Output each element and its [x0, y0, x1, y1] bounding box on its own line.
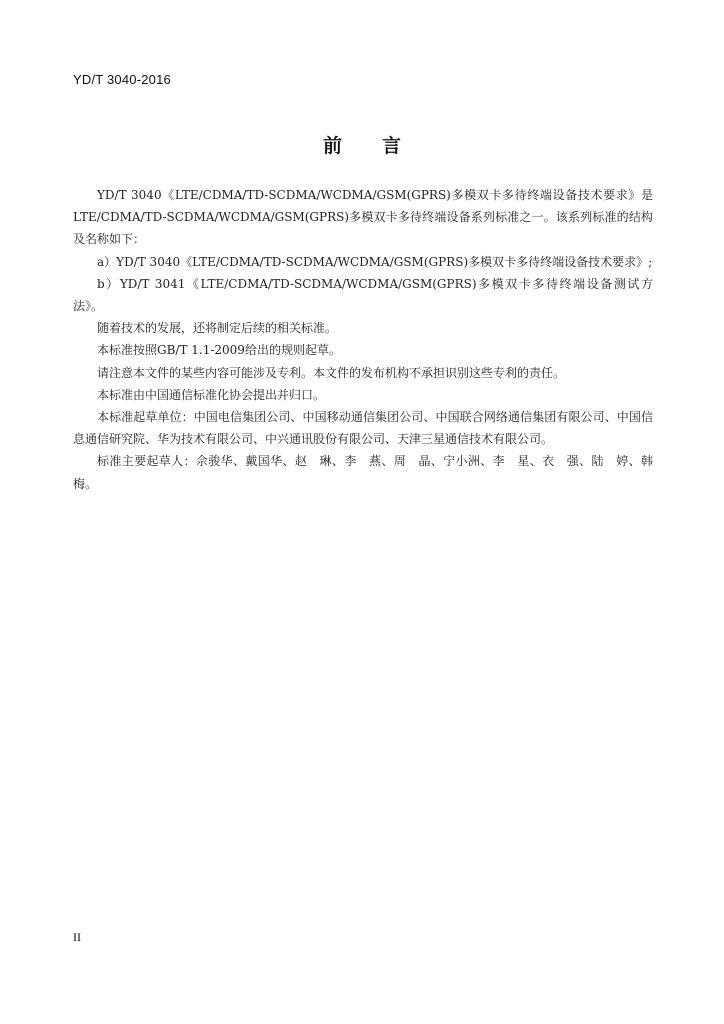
- document-code: YD/T 3040-2016: [73, 72, 171, 87]
- list-item-a: a）YD/T 3040《LTE/CDMA/TD-SCDMA/WCDMA/GSM(GPRS)多模双卡多待终端设备技术要求》;: [97, 254, 653, 269]
- paragraph-proposer: 本标准由中国通信标准化协会提出并归口。: [97, 387, 326, 402]
- section-title-part2: 言: [382, 135, 402, 157]
- paragraph-series-intro: YD/T 3040《LTE/CDMA/TD-SCDMA/WCDMA/GSM(GPRS)多模双卡多待终端设备技术要求》是LTE/CDMA/TD-SCDMA/WCDMA/GSM(GPRS)多模双卡多待终端设备系列标准之一。该系列标准的结构及名称如下：: [73, 188, 653, 247]
- list-item-b: b）YD/T 3041《LTE/CDMA/TD-SCDMA/WCDMA/GSM(GPRS)多模双卡多待终端设备测试方法》。: [73, 276, 653, 314]
- paragraph-future-standards: 随着技术的发展，还将制定后续的相关标准。: [97, 321, 338, 336]
- foreword-body: [73, 184, 666, 495]
- page-number: II: [73, 930, 81, 944]
- paragraph-drafting-units: 本标准起草单位：中国电信集团公司、中国移动通信集团公司、中国联合网络通信集团有限公司、中国信息通信研究院、华为技术有限公司、中兴通讯股份有限公司、天津三星通信技术有限公司。: [73, 410, 653, 447]
- paragraph-drafters: 标准主要起草人：佘骏华、戴国华、赵 琳、李 燕、周 晶、宁小洲、李 星、衣 强、陆 婷、韩 梅。: [73, 454, 666, 491]
- paragraph-drafting-rules: 本标准按照GB/T 1.1-2009给出的规则起草。: [97, 343, 341, 358]
- section-title: [0, 131, 724, 158]
- paragraph-patent-notice: 请注意本文件的某些内容可能涉及专利。本文件的发布机构不承担识别这些专利的责任。: [97, 365, 566, 380]
- section-title-part1: 前: [322, 135, 342, 157]
